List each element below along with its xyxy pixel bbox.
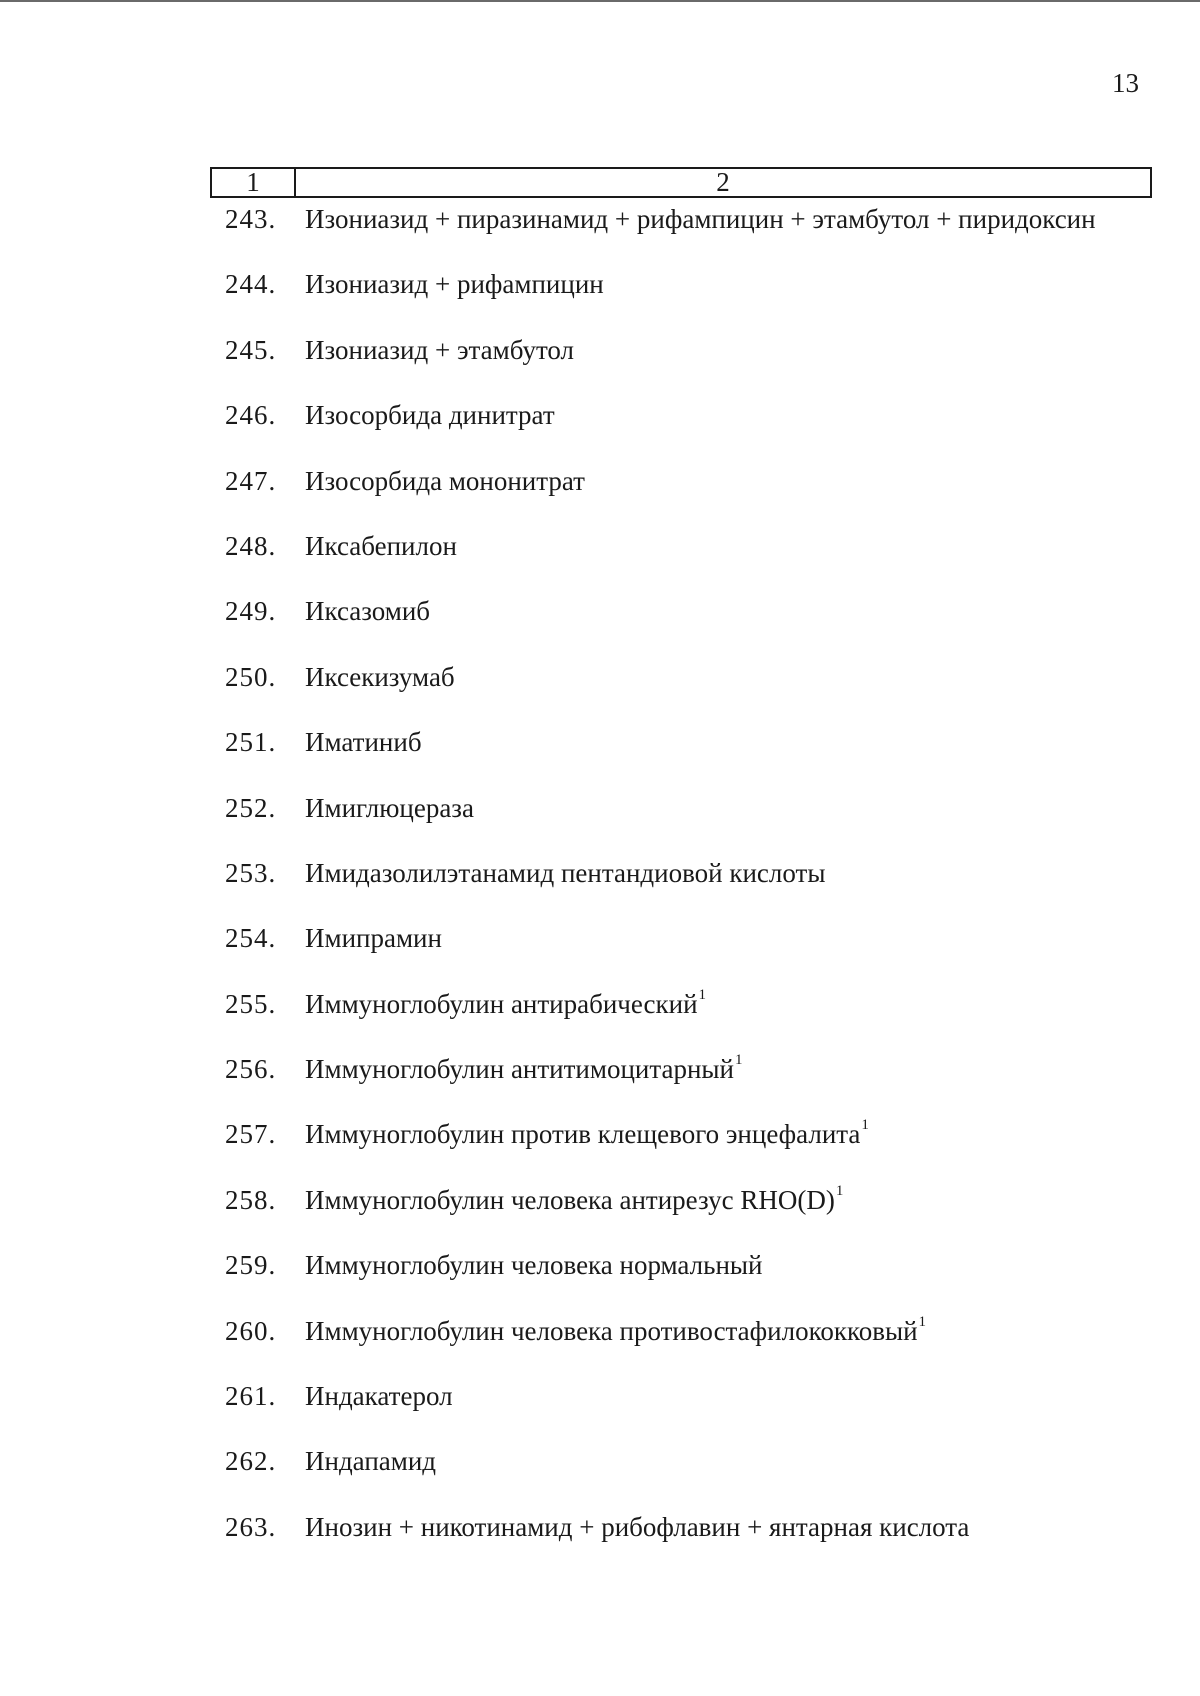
list-item-name	[305, 528, 457, 564]
list-item	[0, 659, 1200, 724]
list-item-number: 257.	[225, 1119, 277, 1150]
list-item-number: 260.	[225, 1315, 277, 1346]
list-item-name	[305, 463, 585, 499]
list-item	[0, 266, 1200, 331]
list-item-name	[305, 332, 574, 368]
list-item-number: 258.	[225, 1184, 277, 1215]
list-item	[0, 790, 1200, 855]
list-item	[0, 1509, 1200, 1574]
list-item	[0, 1247, 1200, 1312]
list-item	[0, 397, 1200, 462]
drug-name: Индакатерол	[305, 1381, 453, 1412]
drug-name: Иммуноглобулин человека антирезус RHO(D)	[305, 1184, 835, 1215]
drug-list	[0, 201, 1200, 1574]
list-item-name	[305, 920, 442, 956]
list-item-name	[305, 855, 825, 891]
list-item-name	[305, 1509, 969, 1545]
list-item-number: 246.	[225, 400, 277, 431]
list-item-number: 245.	[225, 334, 277, 365]
drug-name: Изосорбида динитрат	[305, 400, 555, 431]
list-item	[0, 332, 1200, 397]
list-item-name	[305, 1247, 762, 1283]
footnote-marker: 1	[835, 1182, 844, 1199]
list-item-name	[305, 1378, 453, 1414]
page-number: 13	[1112, 68, 1139, 98]
list-item	[0, 1443, 1200, 1508]
drug-name: Имидазолилэтанамид пентандиовой кислоты	[305, 857, 826, 888]
drug-name: Иммуноглобулин антитимоцитарный	[305, 1054, 735, 1085]
list-item-number: 253.	[225, 857, 277, 888]
list-item-number: 262.	[225, 1446, 277, 1477]
list-item-name	[305, 1116, 869, 1152]
list-item	[0, 1313, 1200, 1378]
drug-name: Иксабепилон	[305, 530, 457, 561]
list-item-number: 259.	[225, 1250, 277, 1281]
drug-name: Изосорбида мононитрат	[305, 465, 585, 496]
list-item	[0, 1051, 1200, 1116]
drug-name: Имипрамин	[305, 923, 442, 954]
list-item-name	[305, 266, 604, 302]
footnote-marker: 1	[698, 986, 707, 1003]
list-item	[0, 986, 1200, 1051]
list-item-name	[305, 1051, 743, 1087]
drug-name: Иммуноглобулин антирабический	[305, 988, 698, 1019]
drug-name: Изониазид + этамбутол	[305, 334, 575, 365]
drug-name: Иммуноглобулин человека нормальный	[305, 1250, 763, 1281]
list-item-number: 252.	[225, 792, 277, 823]
list-item-number: 263.	[225, 1511, 277, 1542]
list-item	[0, 528, 1200, 593]
list-item-name	[305, 1443, 436, 1479]
drug-name: Изониазид + пиразинамид + рифампицин + этамбутол + пиридоксин	[305, 204, 1096, 234]
list-item-name	[305, 397, 555, 433]
table-header	[210, 167, 1152, 198]
top-border-line	[0, 0, 1200, 2]
drug-name: Имиглюцераза	[305, 792, 474, 823]
list-item-number: 243.	[225, 204, 277, 234]
list-item	[0, 724, 1200, 789]
list-item-number: 244.	[225, 269, 277, 300]
list-item-number: 248.	[225, 530, 277, 561]
list-item-name	[305, 659, 455, 695]
list-item-name	[305, 986, 706, 1022]
list-item-number: 250.	[225, 661, 277, 692]
list-item	[0, 1182, 1200, 1247]
list-item-name	[305, 790, 474, 826]
list-item-number: 256.	[225, 1054, 277, 1085]
list-item	[0, 1116, 1200, 1181]
drug-name: Иматиниб	[305, 727, 422, 758]
drug-name: Иксазомиб	[305, 596, 431, 627]
footnote-marker: 1	[918, 1313, 927, 1330]
drug-name: Изониазид + рифампицин	[305, 269, 604, 300]
list-item-name	[305, 724, 422, 760]
table-header-col-2: 2	[716, 167, 730, 197]
list-item	[0, 593, 1200, 658]
list-item-name	[305, 1313, 926, 1349]
list-item	[0, 201, 1200, 266]
drug-name: Иммуноглобулин человека противостафилококковый	[305, 1315, 918, 1346]
drug-name: Иксекизумаб	[305, 661, 455, 692]
footnote-marker: 1	[861, 1117, 869, 1134]
list-item-name	[305, 201, 1096, 237]
footnote-marker: 1	[735, 1052, 743, 1069]
list-item-number: 247.	[225, 465, 277, 496]
list-item-name	[305, 593, 430, 629]
list-item-number: 254.	[225, 923, 277, 954]
drug-name: Инозин + никотинамид + рибофлавин + янтарная кислота	[305, 1511, 970, 1542]
list-item	[0, 855, 1200, 920]
list-item	[0, 1378, 1200, 1443]
list-item-number: 251.	[225, 727, 277, 758]
list-item	[0, 920, 1200, 985]
list-item-name	[305, 1182, 843, 1218]
drug-name: Индапамид	[305, 1446, 437, 1477]
list-item-number: 249.	[225, 596, 277, 627]
list-item-number: 261.	[225, 1381, 277, 1412]
drug-name: Иммуноглобулин против клещевого энцефалита	[305, 1119, 861, 1150]
table-header-col-1: 1	[212, 169, 296, 196]
list-item	[0, 463, 1200, 528]
list-item-number: 255.	[225, 988, 277, 1019]
